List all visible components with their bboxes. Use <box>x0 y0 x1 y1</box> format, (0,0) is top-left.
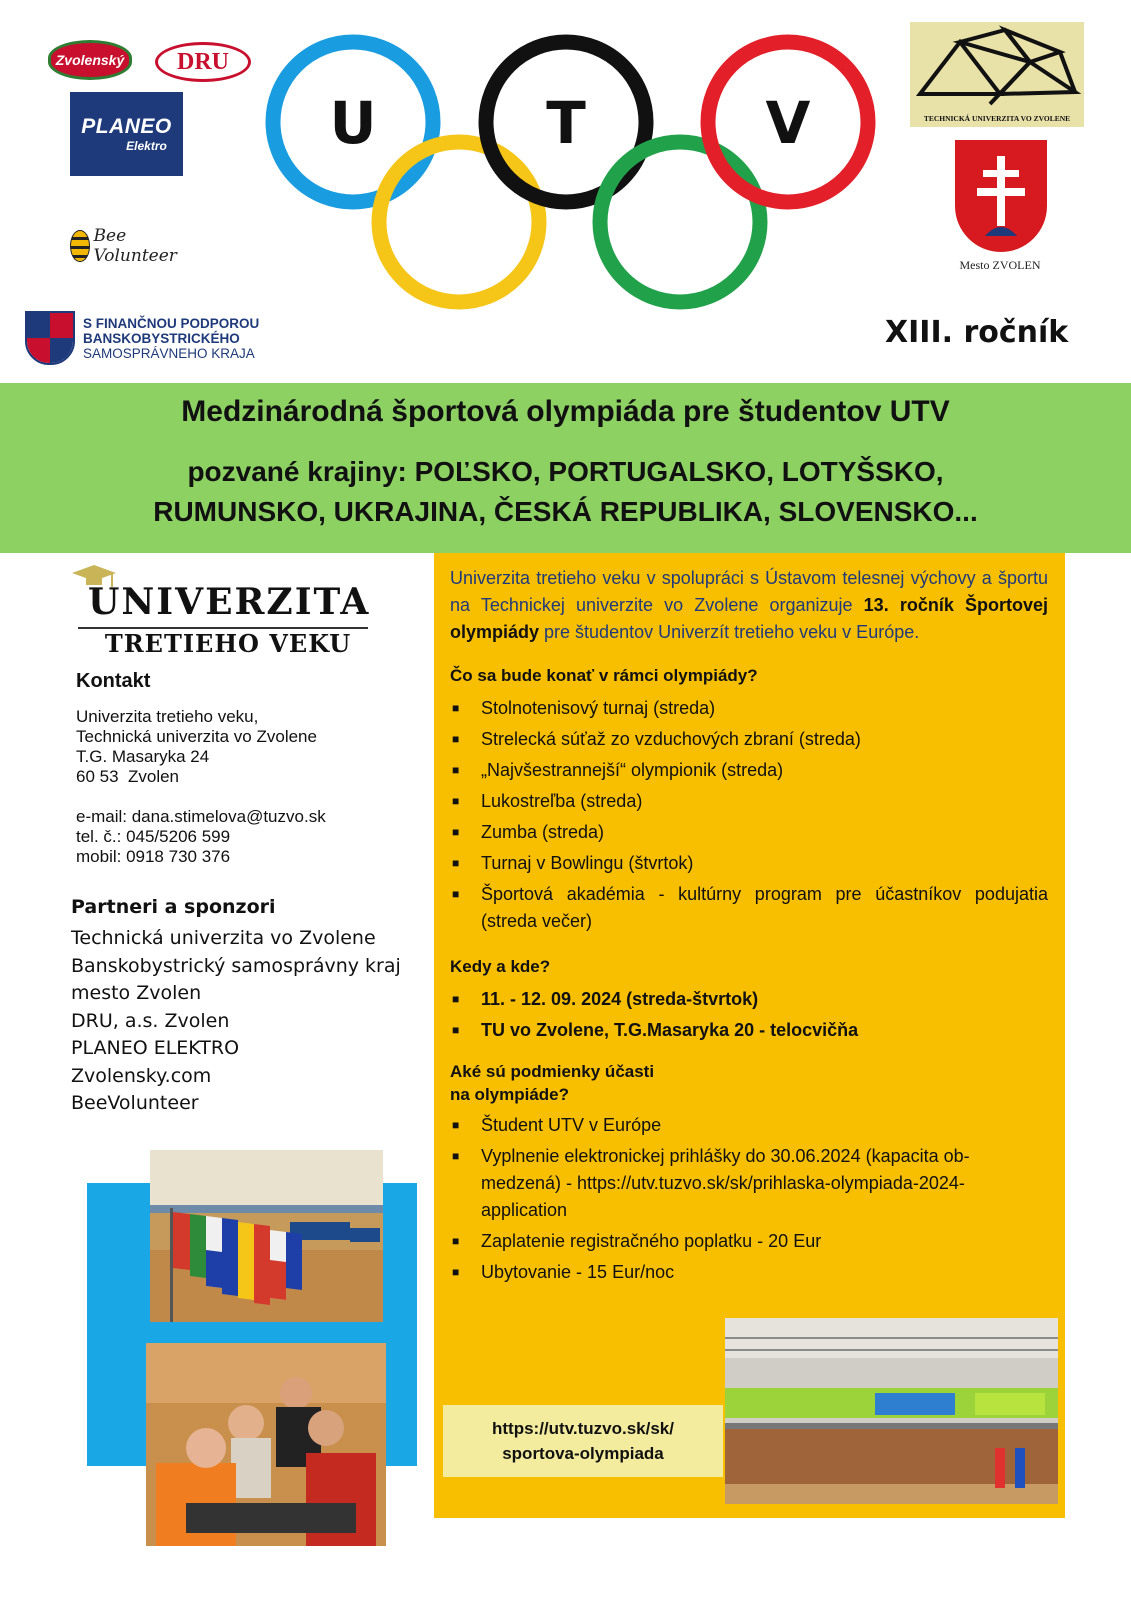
tu-logo-text: TECHNICKÁ UNIVERZITA VO ZVOLENE <box>923 114 1071 123</box>
utv-logo-line-1: UNIVERZITA <box>88 581 371 623</box>
intro-text-2: pre študentov Univerzít tretieho veku v Európe. <box>539 622 920 642</box>
website-link-box[interactable] <box>443 1405 723 1477</box>
tu-zvolen-logo <box>910 22 1084 127</box>
program-item: ■ Lukostreľba (streda) <box>450 788 1048 815</box>
conditions-list <box>450 1112 1048 1286</box>
website-link-line-1[interactable]: https://utv.tuzvo.sk/sk/ <box>492 1419 674 1438</box>
conditions-heading <box>450 1060 1048 1106</box>
program-list <box>450 695 1048 935</box>
condition-item: ■ Vyplnenie elektronickej prihlášky do 30.06.2024 (kapacita ob-medzená) - https://utv.tuzvo.sk/sk/prihlaska-olympiada-2024-application <box>450 1143 1048 1224</box>
partner-item: PLANEO ELEKTRO <box>71 1037 240 1059</box>
invited-countries <box>0 452 1131 532</box>
when-where-list <box>450 986 1048 1044</box>
utv-logo-line-2: TRETIEHO VEKU <box>104 629 352 658</box>
when-where-heading: Kedy a kde? <box>450 957 551 976</box>
contact-phone: tel. č.: 045/5206 599 <box>76 827 231 846</box>
program-item: ■ Turnaj v Bowlingu (štvrtok) <box>450 850 1048 877</box>
tu-triangles-icon <box>910 22 1084 112</box>
program-item: ■ „Najvšestrannejší“ olympionik (streda) <box>450 757 1048 784</box>
event-date: ■ 11. - 12. 09. 2024 (streda-štvrtok) <box>450 986 1048 1013</box>
intro-text-bold: 13. ročník Športovej olympiády <box>450 595 1048 642</box>
contact-line: Univerzita tretieho veku, <box>76 707 259 726</box>
contact-spacer <box>76 787 326 807</box>
dru-logo <box>155 42 251 82</box>
planeo-logo <box>70 92 183 176</box>
photo-group-gym <box>725 1318 1058 1504</box>
contact-mobile: mobil: 0918 730 376 <box>76 847 231 866</box>
event-title: Medzinárodná športová olympiáda pre študentov UTV <box>181 395 950 428</box>
event-venue: ■ TU vo Zvolene, T.G.Masaryka 20 - telocvičňa <box>450 1017 1048 1044</box>
planeo-logo-text: PLANEO <box>81 115 172 138</box>
zvolensky-logo-text: Zvolenský <box>55 52 125 68</box>
contact-line: T.G. Masaryka 24 <box>76 747 210 766</box>
condition-item: ■ Ubytovanie - 15 Eur/noc <box>450 1259 1048 1286</box>
double-cross-icon <box>955 140 1047 252</box>
ring-yellow <box>379 142 539 302</box>
ring-green <box>600 142 760 302</box>
condition-item: ■ Zaplatenie registračného poplatku - 20 Eur <box>450 1228 1048 1255</box>
bbsk-line-1: S FINANČNOU PODPOROU <box>83 315 260 331</box>
partner-item: Technická univerzita vo Zvolene <box>71 927 376 949</box>
ring-letter-u: U <box>329 89 377 157</box>
conditions-heading-line-1: Aké sú podmienky účasti <box>450 1062 655 1081</box>
info-content <box>450 565 1048 1286</box>
dru-logo-text: DRU <box>177 48 229 75</box>
photo-arm-wrestling <box>146 1343 386 1546</box>
contact-heading: Kontakt <box>76 670 151 692</box>
contact-line: Technická univerzita vo Zvolene <box>76 727 317 746</box>
bee-icon <box>70 230 90 262</box>
program-item: ■ Stolnotenisový turnaj (streda) <box>450 695 1048 722</box>
beevolunteer-logo-text: Bee Volunteer <box>93 226 177 266</box>
zvolen-label: Mesto ZVOLEN <box>959 258 1041 272</box>
partner-item: DRU, a.s. Zvolen <box>71 1009 230 1032</box>
partner-item: BeeVolunteer <box>71 1092 199 1114</box>
website-link-line-2[interactable]: sportova-olympiada <box>502 1444 664 1463</box>
program-item: ■ Zumba (streda) <box>450 819 1048 846</box>
invited-countries-line-1: pozvané krajiny: POĽSKO, PORTUGALSKO, LOTYŠSKO, <box>187 456 944 487</box>
beevolunteer-logo <box>70 222 200 270</box>
partner-item: Banskobystrický samosprávny kraj <box>71 954 401 977</box>
edition-label: XIII. ročník <box>885 315 1069 350</box>
zvolen-coat-of-arms <box>955 140 1047 252</box>
contact-block <box>76 707 326 867</box>
invited-countries-line-2: RUMUNSKO, UKRAJINA, ČESKÁ REPUBLIKA, SLOVENSKO... <box>153 496 978 527</box>
intro-text-1: Univerzita tretieho veku v spolupráci s Ústavom telesnej výchovy a športu na Technickej univerzite vo Zvolene organizuje <box>450 568 1048 615</box>
olympic-rings <box>258 30 888 325</box>
condition-item: ■ Študent UTV v Európe <box>450 1112 1048 1139</box>
contact-line: 60 53 Zvolen <box>76 767 180 786</box>
program-item: ■ Športová akadémia - kultúrny program pre účastníkov podujatia (streda večer) <box>450 881 1048 935</box>
title-banner <box>0 383 1131 553</box>
partners-heading: Partneri a sponzori <box>71 896 276 918</box>
bbsk-crest-icon <box>25 311 75 365</box>
partners-list <box>71 925 401 1118</box>
bbsk-logo-text <box>83 316 259 361</box>
bbsk-line-2: BANSKOBYSTRICKÉHO <box>83 330 240 346</box>
program-item: ■ Strelecká súťaž zo vzduchových zbraní (streda) <box>450 726 1048 753</box>
partner-item: mesto Zvolen <box>71 982 202 1004</box>
partner-item: Zvolensky.com <box>71 1064 212 1087</box>
program-heading: Čo sa bude konať v rámci olympiády? <box>450 666 758 685</box>
conditions-heading-line-2: na olympiáde? <box>450 1085 570 1104</box>
utv-logo <box>72 565 377 660</box>
planeo-logo-subtext: Elektro <box>126 139 167 153</box>
bbsk-line-3: SAMOSPRÁVNEHO KRAJA <box>83 345 255 361</box>
photo-flags-gym <box>150 1150 383 1322</box>
contact-email: e-mail: dana.stimelova@tuzvo.sk <box>76 807 326 826</box>
intro-paragraph <box>450 565 1048 646</box>
ring-letter-v: V <box>765 89 811 157</box>
zvolensky-logo <box>48 40 132 80</box>
ring-letter-t: T <box>546 89 586 157</box>
